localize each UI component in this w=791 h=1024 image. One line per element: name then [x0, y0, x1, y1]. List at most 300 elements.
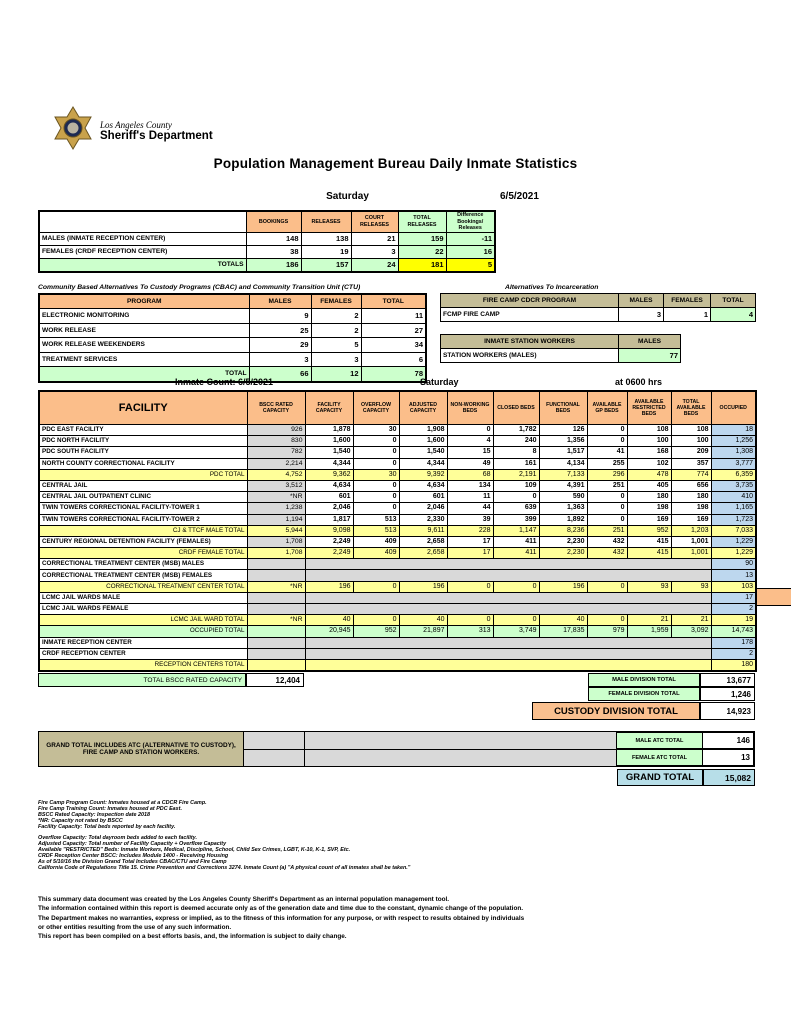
facility-row	[39, 480, 756, 491]
female-division-value: 1,246	[700, 687, 755, 701]
facility-value-cell: 4,344	[399, 458, 447, 469]
footnote-line: Overflow Capacity: Total dayroom beds added to each facility.	[38, 835, 197, 842]
facility-value-cell: 4,634	[399, 480, 447, 491]
col-nonworking: NON-WORKING BEDS	[447, 391, 493, 425]
facility-value-cell: 68	[447, 469, 493, 480]
footnote-line: Facility Capacity: Total beds reported by each facility.	[38, 824, 176, 831]
facility-row	[39, 514, 756, 525]
empty-cell	[305, 732, 616, 750]
facility-value-cell: 8	[493, 447, 539, 458]
facility-value-cell: 21,897	[399, 626, 447, 637]
bscc-capacity-cell: 5,944	[247, 525, 305, 536]
facility-value-cell: 1,908	[399, 425, 447, 436]
occupied-cell: 1,308	[711, 447, 756, 458]
total-bscc-label: TOTAL BSCC RATED CAPACITY	[38, 673, 246, 687]
facility-row	[39, 581, 756, 592]
facility-value-cell: 4,134	[539, 458, 587, 469]
facility-value-cell: 93	[671, 581, 711, 592]
female-atc-row	[616, 749, 754, 766]
facility-row	[39, 492, 756, 503]
facility-value-cell: 513	[353, 514, 399, 525]
bscc-capacity-cell	[247, 604, 305, 615]
col-bscc-rated: BSCC RATED CAPACITY	[247, 391, 305, 425]
occupied-cell: 14,743	[711, 626, 756, 637]
empty-cell	[244, 750, 304, 767]
facility-value-cell: 1,540	[305, 447, 353, 458]
sheriff-logo	[52, 106, 213, 155]
facility-value-cell: 198	[627, 503, 671, 514]
occupied-cell: 13	[711, 570, 756, 581]
alternatives-title: Alternatives To Incarceration	[505, 284, 599, 291]
facility-value-cell: 2,230	[539, 536, 587, 547]
station-workers-header: INMATE STATION WORKERS	[441, 335, 619, 349]
facility-value-cell: 100	[627, 436, 671, 447]
facility-value-cell: 1,203	[671, 525, 711, 536]
grand-total-row	[38, 769, 755, 786]
bscc-capacity-cell: *NR	[247, 581, 305, 592]
facility-value-cell: 1,540	[399, 447, 447, 458]
facility-value-cell: 255	[587, 458, 627, 469]
footnote-line: Fire Camp Training Count: Inmates housed at PDC East.	[38, 806, 182, 813]
bscc-capacity-cell: 1,708	[247, 536, 305, 547]
facility-row	[39, 536, 756, 547]
occupied-cell: 1,256	[711, 436, 756, 447]
report-date: 6/5/2021	[500, 191, 539, 202]
facility-value-cell: 180	[627, 492, 671, 503]
fire-camp-row: FCMP FIRE CAMP 3 1 4	[441, 308, 756, 322]
occupied-cell: 1,165	[711, 503, 756, 514]
grand-total-value: 15,082	[703, 769, 755, 786]
female-atc-value: 13	[702, 749, 754, 766]
sheriff-badge-icon	[52, 106, 94, 155]
facility-value-cell: 0	[447, 615, 493, 626]
cbac-total-row: TOTAL 66 12 78	[39, 367, 426, 382]
bscc-capacity-cell: 926	[247, 425, 305, 436]
facility-value-cell: 168	[627, 447, 671, 458]
facility-value-cell: 17,835	[539, 626, 587, 637]
footnote-line: *NR: Capacity not rated by BSCC	[38, 818, 123, 825]
occupied-cell: 6,359	[711, 469, 756, 480]
facility-value-cell: 1,517	[539, 447, 587, 458]
facility-value-cell: 2,330	[399, 514, 447, 525]
facility-label: CRDF RECEPTION CENTER	[39, 648, 247, 659]
facility-value-cell: 134	[447, 480, 493, 491]
facility-value-cell: 2,658	[399, 548, 447, 559]
occupied-cell: 3,735	[711, 480, 756, 491]
bscc-capacity-cell: 1,194	[247, 514, 305, 525]
col-functional: FUNCTIONAL BEDS	[539, 391, 587, 425]
occupied-cell: 1,229	[711, 548, 756, 559]
facility-value-cell: 102	[627, 458, 671, 469]
facility-label: PDC SOUTH FACILITY	[39, 447, 247, 458]
occupied-cell: 1,723	[711, 514, 756, 525]
facility-value-cell: 0	[493, 492, 539, 503]
col-difference: Difference Bookings/ Releases	[446, 211, 495, 232]
facility-value-cell: 0	[447, 581, 493, 592]
col-total-available: TOTAL AVAILABLE BEDS	[671, 391, 711, 425]
facility-value-cell: 432	[587, 536, 627, 547]
facility-value-cell: 952	[353, 626, 399, 637]
bscc-capacity-cell	[247, 648, 305, 659]
facility-row	[39, 626, 756, 637]
facility-value-cell: 93	[627, 581, 671, 592]
col-total: TOTAL	[361, 294, 426, 309]
col-releases: RELEASES	[301, 211, 351, 232]
facility-value-cell: 432	[587, 548, 627, 559]
occupied-cell: 410	[711, 492, 756, 503]
facility-row	[39, 447, 756, 458]
facility-value-cell: 169	[671, 514, 711, 525]
facility-row	[39, 503, 756, 514]
occupied-cell: 2	[711, 648, 756, 659]
merged-empty-cell	[305, 559, 711, 570]
page-title: Population Management Bureau Daily Inmate Statistics	[213, 156, 578, 171]
facility-value-cell: 313	[447, 626, 493, 637]
facility-value-cell: 2,249	[305, 548, 353, 559]
facility-value-cell: 11	[447, 492, 493, 503]
agency-name-line1: Los Angeles County	[100, 119, 172, 130]
facility-value-cell: 0	[587, 503, 627, 514]
merged-empty-cell	[305, 570, 711, 581]
cbac-row: ELECTRONIC MONITORING 9 2 11	[39, 309, 426, 324]
facility-value-cell: 478	[627, 469, 671, 480]
female-atc-label: FEMALE ATC TOTAL	[616, 749, 702, 766]
bookings-totals-row: TOTALS 186 157 24 181 5	[39, 258, 495, 272]
bookings-row-females: FEMALES (CRDF RECEPTION CENTER) 38 19 3 22 16	[39, 245, 495, 258]
bscc-capacity-cell: 782	[247, 447, 305, 458]
col-males: MALES	[619, 294, 664, 308]
facility-value-cell: 639	[493, 503, 539, 514]
facility-row	[39, 458, 756, 469]
disclaimer-line: The Department makes no warranties, express or implied, as to the fitness of this information for any purpose, or with respect to results obtained by individuals	[38, 914, 525, 922]
footnote-line: Fire Camp Program Count: Inmates housed at a CDCR Fire Camp.	[38, 800, 207, 807]
col-closed: CLOSED BEDS	[493, 391, 539, 425]
grand-total-block	[38, 731, 755, 767]
total-bscc-value: 12,404	[246, 673, 304, 687]
facility-value-cell: 109	[493, 480, 539, 491]
occupied-cell: 1,229	[711, 536, 756, 547]
facility-value-cell: 409	[353, 548, 399, 559]
facility-value-cell: 1,817	[305, 514, 353, 525]
facility-value-cell: 49	[447, 458, 493, 469]
facility-value-cell: 251	[587, 480, 627, 491]
bscc-capacity-cell: *NR	[247, 615, 305, 626]
facility-value-cell: 196	[399, 581, 447, 592]
facility-label: INMATE RECEPTION CENTER	[39, 637, 247, 648]
footnote-line: Available "RESTRICTED" Beds: Inmate Workers, Medical, Discipline, School, Child Sex Crimes, LGBT, K-10, K-1, SVP, Etc.	[38, 847, 351, 854]
facility-value-cell: 1,878	[305, 425, 353, 436]
facility-label: LCMC JAIL WARDS MALE	[39, 592, 247, 603]
facility-row	[39, 548, 756, 559]
occupied-cell: 3,777	[711, 458, 756, 469]
facility-value-cell: 40	[539, 615, 587, 626]
facility-row	[39, 659, 756, 671]
facility-value-cell: 1,959	[627, 626, 671, 637]
female-division-row	[38, 687, 755, 701]
facility-value-cell: 251	[587, 525, 627, 536]
merged-empty-cell	[305, 648, 711, 659]
disclaimer-line: The information contained within this report is deemed accurate only as of the generation date and time due to the constant, dynamic change of the population.	[38, 905, 524, 913]
bscc-capacity-cell: 2,214	[247, 458, 305, 469]
facility-value-cell: 0	[587, 425, 627, 436]
empty-cell	[244, 732, 304, 750]
facility-value-cell: 1,001	[671, 536, 711, 547]
bscc-capacity-cell: 1,708	[247, 548, 305, 559]
facility-value-cell: 21	[671, 615, 711, 626]
facility-label: LCMC JAIL WARD TOTAL	[39, 615, 247, 626]
facility-section	[38, 377, 755, 941]
facility-value-cell: 9,362	[305, 469, 353, 480]
disclaimer-line: This report has been compiled on a best efforts basis, and, the information is subject to daily change.	[38, 932, 347, 940]
facility-value-cell: 20,945	[305, 626, 353, 637]
facility-row	[39, 592, 756, 603]
occupied-cell: 178	[711, 637, 756, 648]
facility-value-cell: 2,046	[305, 503, 353, 514]
footnote-line: As of 5/10/16 the Division Grand Total Includes CBAC/CTU and Fire Camp	[38, 859, 227, 866]
facility-value-cell: 2,230	[539, 548, 587, 559]
occupied-cell: 90	[711, 559, 756, 570]
col-available-restricted: AVAILABLE RESTRICTED BEDS	[627, 391, 671, 425]
facility-value-cell: 2,191	[493, 469, 539, 480]
facility-value-cell: 415	[627, 548, 671, 559]
cbac-row: WORK RELEASE 25 2 27	[39, 323, 426, 338]
facility-value-cell: 209	[671, 447, 711, 458]
facility-value-cell: 9,611	[399, 525, 447, 536]
facility-value-cell: 1,782	[493, 425, 539, 436]
fire-camp-header: FIRE CAMP CDCR PROGRAM	[441, 294, 619, 308]
facility-label: RECEPTION CENTERS TOTAL	[39, 659, 247, 671]
male-atc-row	[616, 732, 754, 749]
facility-value-cell: 296	[587, 469, 627, 480]
facility-value-cell: 409	[353, 536, 399, 547]
col-facility-capacity: FACILITY CAPACITY	[305, 391, 353, 425]
facility-value-cell: 126	[539, 425, 587, 436]
disclaimer-block	[38, 895, 755, 941]
col-available-gp: AVAILABLE GP BEDS	[587, 391, 627, 425]
facility-label: CENTRAL JAIL OUTPATIENT CLINIC	[39, 492, 247, 503]
facility-value-cell: 17	[447, 536, 493, 547]
facility-value-cell: 415	[627, 536, 671, 547]
grand-total-note: GRAND TOTAL INCLUDES ATC (ALTERNATIVE TO CUSTODY), FIRE CAMP AND STATION WORKERS.	[39, 732, 244, 766]
bscc-capacity-cell: 3,512	[247, 480, 305, 491]
occupied-cell: 18	[711, 425, 756, 436]
facility-value-cell: 0	[353, 615, 399, 626]
facility-value-cell: 7,133	[539, 469, 587, 480]
facility-value-cell: 9,098	[305, 525, 353, 536]
facility-value-cell: 0	[587, 514, 627, 525]
facility-value-cell: 656	[671, 480, 711, 491]
occupied-cell: 180	[711, 659, 756, 671]
facility-row	[39, 637, 756, 648]
occupied-cell: 17	[711, 592, 756, 603]
facility-value-cell: 601	[399, 492, 447, 503]
col-males: MALES	[249, 294, 311, 309]
male-atc-value: 146	[702, 732, 754, 749]
footnote-line: California Code of Regulations Title 15. Crime Prevention and Corrections 3274. Inmate Count (a) "A physical count of all inmates shall be taken."	[38, 865, 411, 872]
facility-value-cell: 228	[447, 525, 493, 536]
col-females: FEMALES	[664, 294, 711, 308]
facility-row	[39, 425, 756, 436]
facility-value-cell: 196	[305, 581, 353, 592]
grand-total-label: GRAND TOTAL	[617, 769, 703, 786]
facility-value-cell: 774	[671, 469, 711, 480]
facility-value-cell: 4,391	[539, 480, 587, 491]
col-bookings: BOOKINGS	[246, 211, 301, 232]
male-division-label: MALE DIVISION TOTAL	[588, 673, 700, 687]
facility-value-cell: 40	[305, 615, 353, 626]
facility-value-cell: 1,363	[539, 503, 587, 514]
facility-value-cell: 1,892	[539, 514, 587, 525]
fire-camp-table	[440, 293, 756, 322]
custody-division-label: CUSTODY DIVISION TOTAL	[532, 702, 700, 720]
facility-value-cell: 399	[493, 514, 539, 525]
facility-label: TWIN TOWERS CORRECTIONAL FACILITY-TOWER 2	[39, 514, 247, 525]
facility-value-cell: 4,344	[305, 458, 353, 469]
bscc-capacity-cell: *NR	[247, 492, 305, 503]
facility-value-cell: 4	[447, 436, 493, 447]
facility-value-cell: 1,001	[671, 548, 711, 559]
disclaimer-line: This summary data document was created by the Los Angeles County Sheriff's Department as an internal population management tool.	[38, 896, 450, 904]
bscc-capacity-cell	[247, 570, 305, 581]
facility-label: CORRECTIONAL TREATMENT CENTER (MSB) MALES	[39, 559, 247, 570]
facility-label: TWIN TOWERS CORRECTIONAL FACILITY-TOWER 1	[39, 503, 247, 514]
facility-value-cell: 0	[353, 436, 399, 447]
facility-row	[39, 525, 756, 536]
facility-value-cell: 240	[493, 436, 539, 447]
facility-value-cell: 1,600	[399, 436, 447, 447]
col-males: MALES	[619, 335, 681, 349]
facility-value-cell: 100	[671, 436, 711, 447]
occupied-cell: 19	[711, 615, 756, 626]
facility-label: PDC NORTH FACILITY	[39, 436, 247, 447]
col-total: TOTAL	[711, 294, 756, 308]
disclaimer-line: or other entities resulting from the use of any such information.	[38, 923, 232, 931]
facility-value-cell: 3,092	[671, 626, 711, 637]
facility-label: OCCUPIED TOTAL	[39, 626, 247, 637]
col-court-releases: COURT RELEASES	[351, 211, 398, 232]
agency-name-line2: Sheriff's Department	[100, 129, 213, 142]
facility-value-cell: 952	[627, 525, 671, 536]
footnotes-block-1	[38, 800, 755, 830]
facility-row	[39, 604, 756, 615]
bscc-capacity-cell: 830	[247, 436, 305, 447]
footnote-line: CRDF Reception Center BSCC: Includes Module 1400 - Receiving Housing	[38, 853, 229, 860]
report-day: Saturday	[326, 191, 369, 202]
facility-value-cell: 41	[587, 447, 627, 458]
bscc-capacity-cell: 4,752	[247, 469, 305, 480]
facility-label: PDC TOTAL	[39, 469, 247, 480]
facility-value-cell: 513	[353, 525, 399, 536]
facility-value-cell: 8,236	[539, 525, 587, 536]
facility-value-cell: 198	[671, 503, 711, 514]
inmate-count-day: Saturday	[420, 377, 459, 387]
inmate-count-time: at 0600 hrs	[615, 377, 663, 387]
merged-empty-cell	[305, 604, 711, 615]
facility-value-cell: 15	[447, 447, 493, 458]
facility-value-cell: 39	[447, 514, 493, 525]
facility-value-cell: 2,046	[399, 503, 447, 514]
facility-label: CORRECTIONAL TREATMENT CENTER (MSB) FEMALES	[39, 570, 247, 581]
facility-value-cell: 0	[447, 425, 493, 436]
facility-label: CRDF FEMALE TOTAL	[39, 548, 247, 559]
facility-value-cell: 30	[353, 469, 399, 480]
facility-value-cell: 21	[627, 615, 671, 626]
facility-value-cell: 0	[353, 503, 399, 514]
facility-row	[39, 559, 756, 570]
bscc-capacity-cell	[247, 626, 305, 637]
male-atc-label: MALE ATC TOTAL	[616, 732, 702, 749]
facility-value-cell: 169	[627, 514, 671, 525]
facility-row	[39, 436, 756, 447]
facility-value-cell: 9,392	[399, 469, 447, 480]
facility-value-cell: 40	[399, 615, 447, 626]
custody-division-row	[38, 702, 755, 720]
custody-division-value: 14,923	[700, 702, 755, 720]
footnote-line: BSCC Rated Capacity: Inspection date 2018	[38, 812, 151, 819]
facility-label: NORTH COUNTY CORRECTIONAL FACILITY	[39, 458, 247, 469]
facility-value-cell: 44	[447, 503, 493, 514]
female-division-label: FEMALE DIVISION TOTAL	[588, 687, 700, 701]
facility-label: CENTURY REGIONAL DETENTION FACILITY (FEMALES)	[39, 536, 247, 547]
facility-value-cell: 1,600	[305, 436, 353, 447]
facility-value-cell: 108	[627, 425, 671, 436]
facility-table	[38, 390, 757, 672]
bscc-capacity-cell	[247, 659, 305, 671]
facility-value-cell: 30	[353, 425, 399, 436]
occupied-cell: 7,033	[711, 525, 756, 536]
col-adjusted: ADJUSTED CAPACITY	[399, 391, 447, 425]
facility-value-cell: 601	[305, 492, 353, 503]
facility-value-cell: 196	[539, 581, 587, 592]
merged-empty-cell	[305, 659, 711, 671]
facility-label: CENTRAL JAIL	[39, 480, 247, 491]
merged-empty-cell	[305, 637, 711, 648]
facility-value-cell: 0	[353, 447, 399, 458]
facility-value-cell: 411	[493, 536, 539, 547]
cbac-row: TREATMENT SERVICES 3 3 6	[39, 352, 426, 367]
facility-value-cell: 357	[671, 458, 711, 469]
facility-label: LCMC JAIL WARDS FEMALE	[39, 604, 247, 615]
facility-value-cell: 590	[539, 492, 587, 503]
station-workers-table	[440, 334, 681, 363]
facility-value-cell: 161	[493, 458, 539, 469]
station-workers-row: STATION WORKERS (MALES) 77	[441, 349, 681, 363]
col-occupied: OCCUPIED	[711, 391, 756, 425]
bscc-capacity-cell: 1,238	[247, 503, 305, 514]
facility-value-cell: 0	[587, 492, 627, 503]
facility-row	[39, 648, 756, 659]
inmate-count-line	[38, 377, 755, 390]
facility-value-cell: 0	[587, 615, 627, 626]
occupied-cell: 103	[711, 581, 756, 592]
facility-value-cell: 1,356	[539, 436, 587, 447]
occupied-cell: 2	[711, 604, 756, 615]
facility-value-cell: 2,658	[399, 536, 447, 547]
footnotes-block-2	[38, 835, 755, 871]
male-division-value: 13,677	[700, 673, 755, 687]
facility-label: PDC EAST FACILITY	[39, 425, 247, 436]
facility-label: CJ & TTCF MALE TOTAL	[39, 525, 247, 536]
facility-row	[39, 570, 756, 581]
facility-value-cell: 4,634	[305, 480, 353, 491]
col-total-releases: TOTAL RELEASES	[398, 211, 446, 232]
facility-row	[39, 615, 756, 626]
merged-empty-cell	[305, 592, 711, 603]
empty-cell	[305, 750, 616, 767]
bookings-releases-table	[38, 210, 496, 273]
cbac-row: WORK RELEASE WEEKENDERS 29 5 34	[39, 338, 426, 353]
total-bscc-row	[38, 673, 755, 687]
